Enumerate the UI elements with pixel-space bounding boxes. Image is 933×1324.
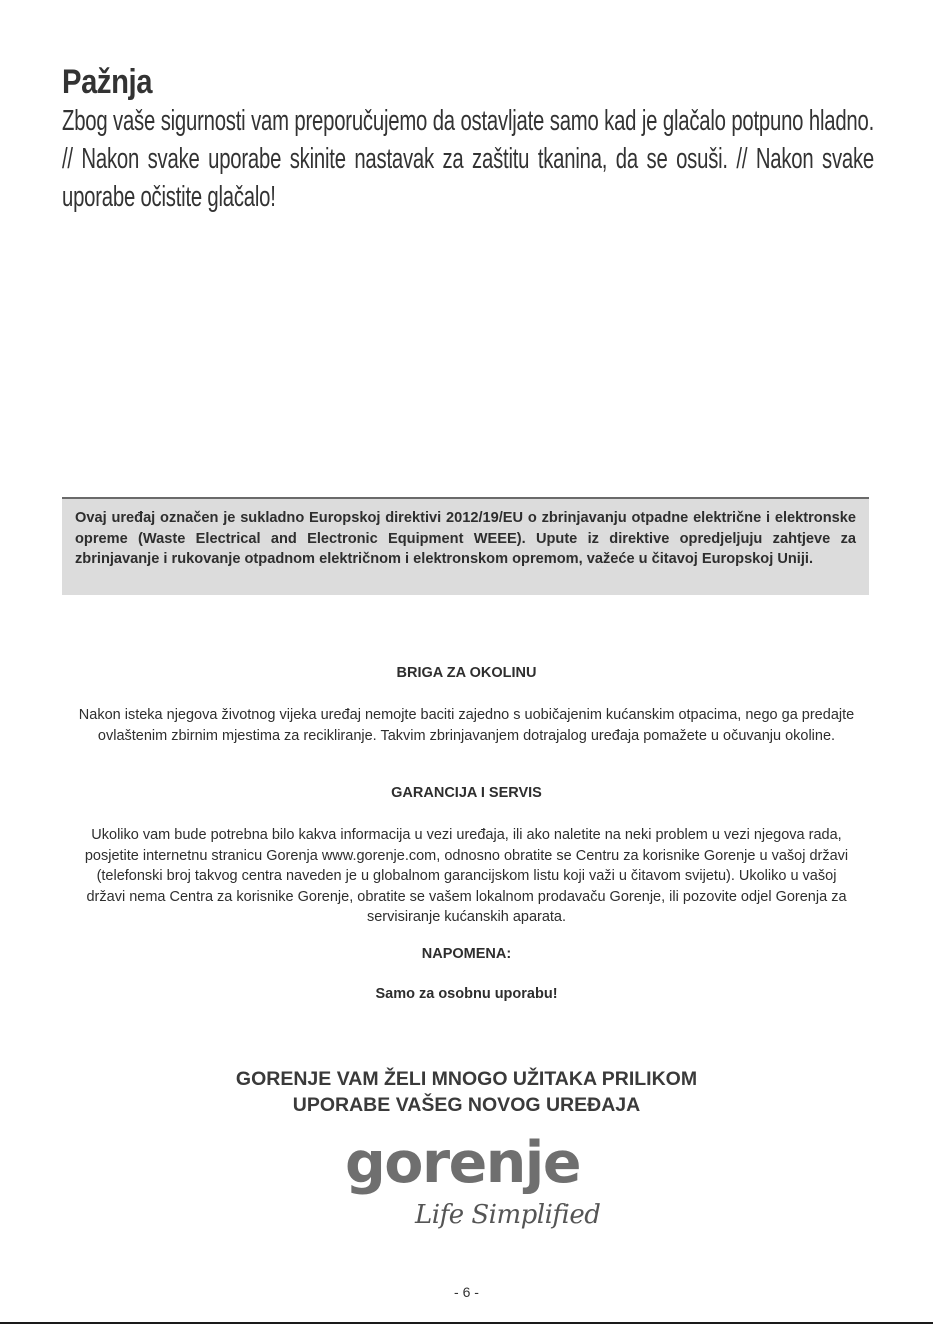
environment-section [72,665,861,681]
warranty-heading: GARANCIJA I SERVIS [391,785,542,801]
warranty-body [80,825,853,928]
gorenje-logo [343,1130,603,1250]
attention-section [62,62,877,216]
note-section [72,946,861,962]
page-number: - 6 - [454,1284,479,1300]
warranty-text: Ukoliko vam bude potrebna bilo kakva informacija u vezi uređaja, ili ako naletite na neki problem u vezi njegova rada, posjetite internetnu stranicu Gorenja www.gorenje.com, odnosno obratite se Centru za korisnike Gorenje u vašoj državi (telefonski broj takvog centra naveden je u globalnom garancijskom listu koji važi u čitavom svijetu). Ukoliko u vašoj državi nema Centra za korisnike Gorenje, obratite se vašem lokalnom prodavaču Gorenje, ili pozovite odjel Gorenja za servisiranje kućanskih aparata. [84,827,849,925]
logo-wordmark: gorenje [345,1130,581,1196]
environment-heading: BRIGA ZA OKOLINU [396,665,537,681]
note-heading: NAPOMENA: [421,946,512,962]
weee-notice-box [62,497,869,595]
environment-text: Nakon isteka njegova životnog vijeka uređaj nemojte baciti zajedno s uobičajenim kućanskim otpacima, nego ga predajte ovlaštenim zbirnim mjestima za recikliranje. Takvim zbrinjavanjem dotrajalog uređaja pomažete u očuvanju okoline. [78,707,855,744]
logo-tagline: Life Simplified [415,1200,601,1230]
weee-notice-text: Ovaj uređaj označen je sukladno Europskoj direktivi 2012/19/EU o zbrinjavanju otpadne električne i elektronske opreme (Waste Electrical and Electronic Equipment WEEE). Upute iz direktive opredjeljuju zahtjeve za zbrinjavanje i rukovanje otpadnom električnom i elektronskom opremom, važeće u čitavoj Europskoj Uniji. [75,510,856,567]
environment-body [78,705,855,746]
warranty-section [72,785,861,801]
note-body [72,986,861,1002]
closing-message [140,1066,793,1118]
note-text: Samo za osobnu uporabu! [375,986,558,1002]
attention-title: Pažnja [62,63,153,101]
closing-line-1: GORENJE VAM ŽELI MNOGO UŽITAKA PRILIKOM [235,1068,698,1090]
closing-line-2: UPORABE VAŠEG NOVOG UREĐAJA [292,1094,641,1116]
attention-text: Zbog vaše sigurnosti vam preporučujemo da ostavljate samo kad je glačalo potpuno hladno. // Nakon svake uporabe skinite nastavak za zaštitu tkanina, da se osuši. // Nakon svake uporabe očistite glačalo! [62,105,874,213]
